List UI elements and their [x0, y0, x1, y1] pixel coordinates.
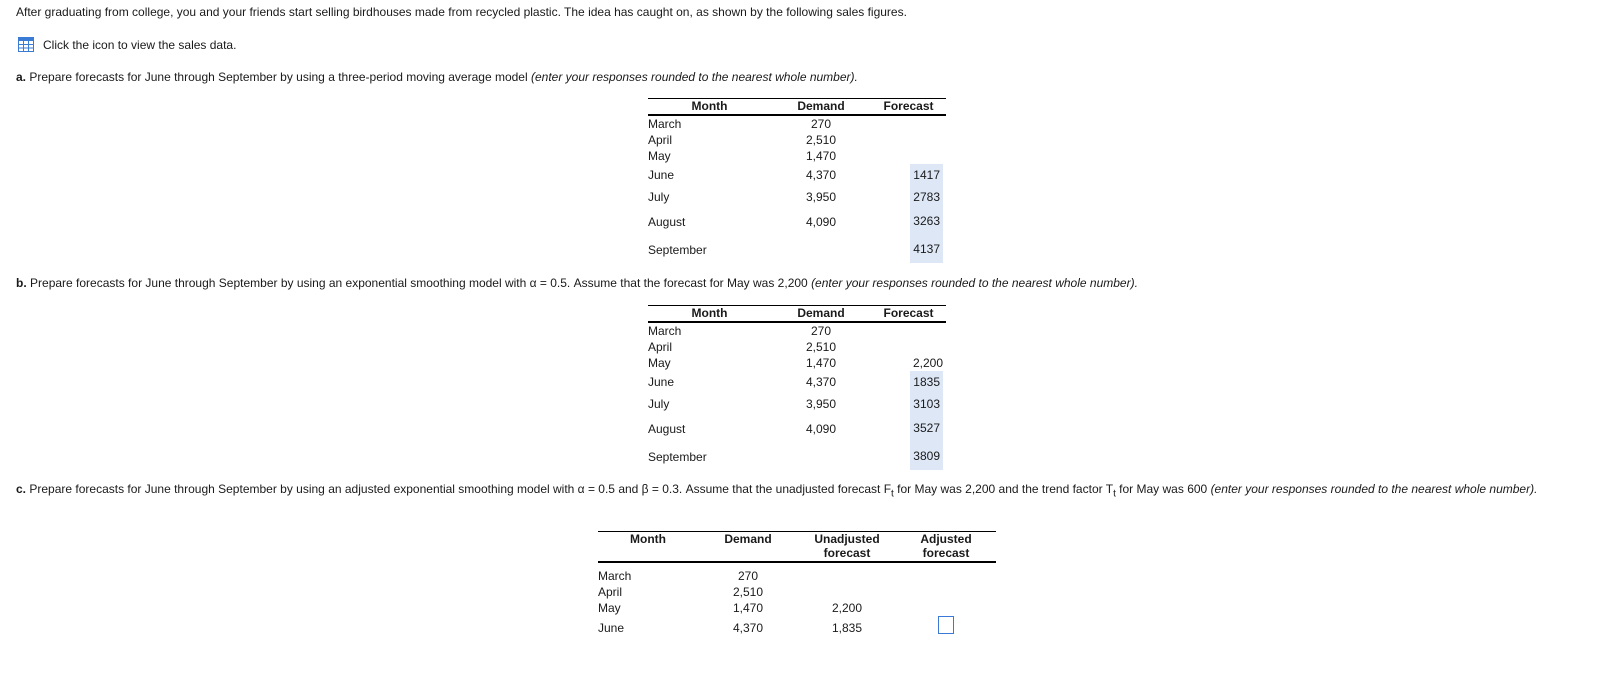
month-cell: March: [598, 569, 632, 583]
header-forecast: Forecast: [871, 306, 946, 323]
demand-cell: 2,510: [732, 585, 764, 599]
forecast-answer-field[interactable]: 3527: [910, 415, 943, 442]
table-a: [648, 98, 946, 263]
demand-cell: 4,370: [805, 168, 837, 182]
table-row: [648, 371, 946, 393]
forecast-answer-field[interactable]: 1417: [910, 164, 943, 186]
table-row: [648, 132, 946, 148]
subscript-t: t: [1113, 488, 1116, 500]
forecast-cell: [871, 148, 946, 164]
header-month: Month: [648, 99, 771, 116]
month-cell: June: [648, 375, 675, 389]
demand-cell: 3,950: [805, 190, 837, 204]
question-a-hint: (enter your responses rounded to the nearest whole number).: [530, 70, 858, 84]
question-b-text: Prepare forecasts for June through September by using an exponential smoothing model with α = 0.5. Assume that the forecast for May was 2,200: [30, 276, 808, 290]
month-cell: June: [598, 621, 625, 635]
forecast-cell: [871, 339, 946, 355]
demand-cell: 1,470: [805, 356, 837, 370]
month-cell: March: [648, 117, 682, 131]
header-forecast: Forecast: [871, 99, 946, 116]
view-sales-data-link[interactable]: [18, 37, 236, 52]
demand-cell: 2,510: [805, 340, 837, 354]
header-adjusted-line-1: Adjusted: [920, 532, 972, 546]
table-row: [598, 568, 996, 584]
unadjusted-cell: [798, 584, 896, 600]
table-row: [648, 208, 946, 235]
header-unadjusted-line-1: Unadjusted: [814, 532, 880, 546]
question-c-text-1: Prepare forecasts for June through September by using an adjusted exponential smoothing model with α = 0.5 and β = 0.3. Assume that the unadjusted forecast F: [29, 482, 892, 496]
demand-cell: 270: [810, 117, 832, 131]
question-c-text-3: for May was 600: [1115, 482, 1211, 496]
header-demand: Demand: [698, 532, 798, 563]
demand-cell: [771, 442, 871, 470]
demand-cell: 1,470: [732, 601, 764, 615]
demand-cell: 270: [810, 324, 832, 338]
forecast-answer-field[interactable]: 4137: [910, 235, 943, 263]
table-row: [648, 442, 946, 470]
question-c-label: c.: [16, 482, 27, 496]
demand-cell: 3,950: [805, 397, 837, 411]
month-cell: August: [648, 422, 686, 436]
month-cell: April: [648, 340, 673, 354]
table-b: [648, 305, 946, 470]
month-cell: April: [648, 133, 673, 147]
question-a: [16, 70, 858, 84]
month-cell: July: [648, 397, 670, 411]
forecast-answer-field[interactable]: 3263: [910, 208, 943, 235]
question-c-text-2: for May was 2,200 and the trend factor T: [893, 482, 1114, 496]
question-c: [16, 479, 1576, 504]
question-a-label: a.: [16, 70, 27, 84]
demand-cell: 4,370: [732, 621, 764, 635]
grid-table-icon[interactable]: [18, 37, 34, 52]
month-cell: September: [648, 243, 707, 257]
header-demand: Demand: [771, 306, 871, 323]
forecast-cell: [871, 322, 946, 339]
table-row: [598, 584, 996, 600]
demand-cell: 4,090: [805, 422, 837, 436]
demand-cell: 4,370: [805, 375, 837, 389]
unadjusted-cell: 2,200: [831, 601, 863, 615]
table-row: [648, 115, 946, 132]
question-a-text: Prepare forecasts for June through September by using a three-period moving average model: [29, 70, 528, 84]
table-row: [648, 164, 946, 186]
table-row: [598, 600, 996, 616]
demand-cell: 4,090: [805, 215, 837, 229]
subscript-t: t: [891, 488, 894, 500]
table-row: [648, 415, 946, 442]
intro-text: After graduating from college, you and your friends start selling birdhouses made from recycled plastic. The idea has caught on, as shown by the following sales figures.: [16, 5, 907, 19]
month-cell: May: [648, 149, 671, 163]
question-c-hint: (enter your responses rounded to the nearest whole number).: [1210, 482, 1538, 496]
adjusted-cell: [896, 568, 996, 584]
forecast-answer-field[interactable]: 3809: [910, 442, 943, 470]
month-cell: March: [648, 324, 682, 338]
table-row: [648, 186, 946, 208]
forecast-answer-field[interactable]: 3103: [910, 393, 943, 415]
month-cell: May: [598, 601, 621, 615]
unadjusted-cell: 1,835: [831, 621, 863, 635]
demand-cell: [771, 235, 871, 263]
month-cell: April: [598, 585, 623, 599]
table-row: [648, 393, 946, 415]
header-unadjusted-forecast: [798, 532, 896, 563]
unadjusted-cell: [798, 568, 896, 584]
demand-cell: 1,470: [805, 149, 837, 163]
header-unadjusted-line-2: forecast: [823, 546, 871, 560]
demand-cell: 2,510: [805, 133, 837, 147]
month-cell: August: [648, 215, 686, 229]
month-cell: July: [648, 190, 670, 204]
forecast-cell: [871, 132, 946, 148]
table-row: [598, 616, 996, 640]
month-cell: June: [648, 168, 675, 182]
table-row: [648, 355, 946, 371]
forecast-cell: [871, 115, 946, 132]
question-b-hint: (enter your responses rounded to the nearest whole number).: [811, 276, 1138, 290]
month-cell: May: [648, 356, 671, 370]
header-adjusted-forecast: [896, 532, 996, 563]
adjusted-cell: [896, 584, 996, 600]
table-c: [598, 531, 996, 640]
header-adjusted-line-2: forecast: [922, 546, 970, 560]
view-sales-data-label[interactable]: Click the icon to view the sales data.: [43, 37, 237, 52]
adjusted-cell: [896, 600, 996, 616]
forecast-cell: 2,200: [912, 356, 943, 370]
table-row: [648, 339, 946, 355]
header-month: Month: [598, 532, 698, 563]
header-month: Month: [648, 306, 771, 323]
month-cell: September: [648, 450, 707, 464]
table-row: [648, 235, 946, 263]
table-row: [648, 148, 946, 164]
question-b-label: b.: [16, 276, 27, 290]
adjusted-forecast-input[interactable]: [938, 616, 954, 634]
demand-cell: 270: [737, 569, 759, 583]
forecast-answer-field[interactable]: 2783: [910, 186, 943, 208]
question-b: [16, 276, 1138, 290]
header-demand: Demand: [771, 99, 871, 116]
table-row: [648, 322, 946, 339]
forecast-answer-field[interactable]: 1835: [910, 371, 943, 393]
